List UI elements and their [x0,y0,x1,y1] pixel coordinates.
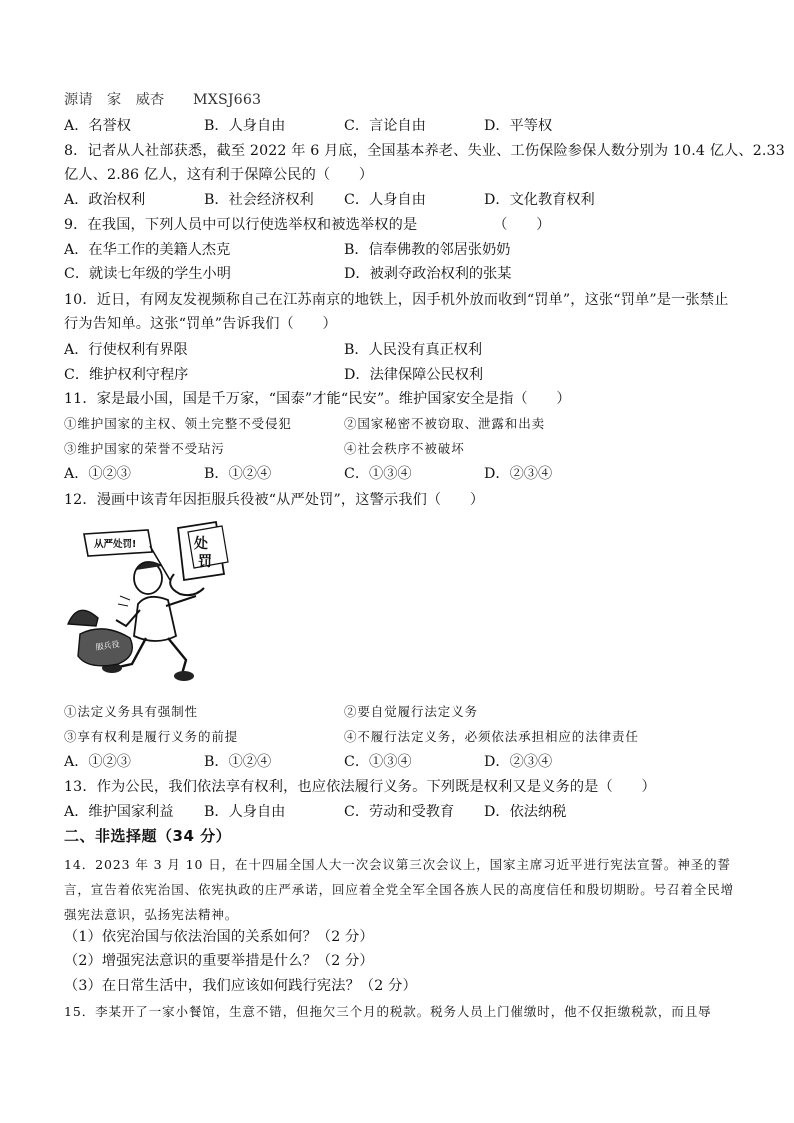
q10-option-b[interactable]: B．人民没有真正权利 [344,342,483,358]
q7-option-d[interactable]: D．平等权 [484,118,553,134]
q11-stem: 11．家是最小国，国是千万家，“国泰”才能“民安”。维护国家安全是指（ ） [64,391,571,407]
q12-cartoon-image [66,518,250,686]
q13-option-d[interactable]: D．依法纳税 [484,804,567,820]
q11-item-3: ③维护国家的荣誉不受玷污 [64,441,225,456]
header-fragment: 源请 家 威杏 MXSJ663 [64,92,262,108]
q12-item-1: ①法定义务具有强制性 [64,704,199,719]
q8-option-a[interactable]: A．政治权利 [64,192,146,208]
q7-option-a[interactable]: A．名誉权 [64,118,131,134]
q9-option-c[interactable]: C．就读七年级的学生小明 [64,266,231,282]
q10-stem-line2: 行为告知单。这张“罚单”告诉我们（ ） [64,316,337,332]
q12-option-b[interactable]: B．①②④ [204,754,272,770]
q11-option-c[interactable]: C．①③④ [344,466,412,482]
q11-option-d[interactable]: D．②③④ [484,466,553,482]
q10-option-a[interactable]: A．行使权利有界限 [64,342,188,358]
q9-option-d[interactable]: D．被剥夺政治权利的张某 [344,266,512,282]
q12-item-2: ②要自觉履行法定义务 [344,704,479,719]
q9-stem-text: 9．在我国，下列人员中可以行使选举权和被选举权的是 [64,217,418,233]
q12-item-4: ④不履行法定义务，必须依法承担相应的法律责任 [344,729,639,744]
q15-stem: 15．李某开了一家小餐馆，生意不错，但拖欠三个月的税款。税务人员上门催缴时，他不仅拒缴税款，而且辱 [64,1004,712,1019]
q14-sub-1[interactable]: （1）依宪治国与依法治国的关系如何？（2 分） [64,929,374,945]
q8-stem-line2: 亿人、2.86 亿人，这有利于保障公民的（ ） [64,167,374,183]
q11-option-b[interactable]: B．①②④ [204,466,272,482]
q8-option-d[interactable]: D．文化教育权利 [484,192,595,208]
q11-option-a[interactable]: A．①②③ [64,466,131,482]
q8-option-c[interactable]: C．人身自由 [344,192,426,208]
q11-item-1: ①维护国家的主权、领土完整不受侵犯 [64,416,292,431]
q13-option-a[interactable]: A．维护国家利益 [64,804,174,820]
q14-stem: 14．2023 年 3 月 10 日，在十四届全国人大一次会议第三次会议上，国家主席习近平进行宪法宣誓。神圣的誓言，宣告着依宪治国、依宪执政的庄严承诺，回应着全党全军全国各族人民的高度信任和殷切期盼。号召着全民增强宪法意识，弘扬宪法精神。 [64,857,735,922]
q10-stem-line1: 10．近日，有网友发视频称自己在江苏南京的地铁上，因手机外放而收到“罚单”，这张“罚单”是一张禁止 [64,292,729,308]
q12-option-c[interactable]: C．①③④ [344,754,412,770]
cartoon-paper-char2: 罚 [198,554,212,570]
q12-item-3: ③享有权利是履行义务的前提 [64,729,239,744]
cartoon-sign-text: 从严处罚! [94,539,137,550]
q8-option-b[interactable]: B．社会经济权利 [204,192,314,208]
q12-stem: 12．漫画中该青年因拒服兵役被“从严处罚”，这警示我们（ ） [64,492,485,508]
q12-option-d[interactable]: D．②③④ [484,754,553,770]
q11-item-4: ④社会秩序不被破坏 [344,441,465,456]
q13-option-c[interactable]: C．劳动和受教育 [344,804,455,820]
q8-stem-line1: 8．记者从人社部获悉，截至 2022 年 6 月底，全国基本养老、失业、工伤保险参保人数分别为 10.4 亿人、2.33 [64,143,785,159]
q13-stem: 13．作为公民，我们依法享有权利，也应依法履行义务。下列既是权利又是义务的是（ ） [64,779,656,795]
cartoon-paper-char1: 处 [194,536,208,552]
section2-title: 二、非选择题（34 分） [64,827,232,845]
q12-option-a[interactable]: A．①②③ [64,754,131,770]
q9-answer-bracket: （ ） [493,217,551,233]
q10-option-d[interactable]: D．法律保障公民权利 [344,367,484,383]
q10-option-c[interactable]: C．维护权利守程序 [64,367,189,383]
q9-stem [64,216,734,234]
q9-option-a[interactable]: A．在华工作的美籍人杰克 [64,242,231,258]
cartoon-helmet-text: 服兵役 [95,639,121,652]
q14-sub-2[interactable]: （2）增强宪法意识的重要举措是什么？（2 分） [64,953,374,969]
q7-option-c[interactable]: C．言论自由 [344,118,426,134]
q7-option-b[interactable]: B．人身自由 [204,118,286,134]
q14-sub-3[interactable]: （3）在日常生活中，我们应该如何践行宪法？（2 分） [64,978,417,994]
q11-item-2: ②国家秘密不被窃取、泄露和出卖 [344,416,546,431]
q13-option-b[interactable]: B．人身自由 [204,804,286,820]
q9-option-b[interactable]: B．信奉佛教的邻居张奶奶 [344,242,511,258]
